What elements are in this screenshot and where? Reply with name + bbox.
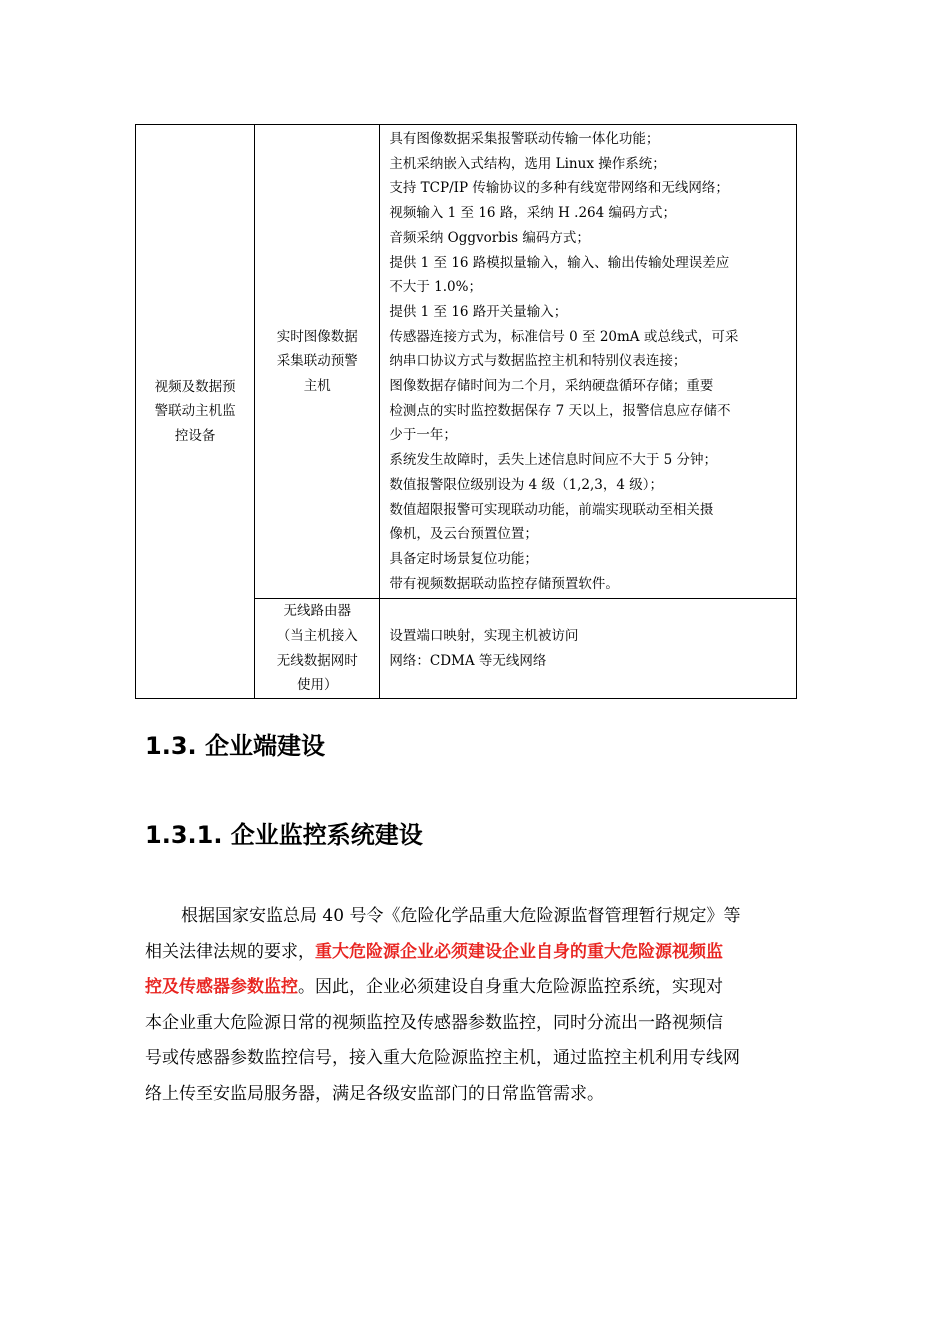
category-cell [136, 125, 255, 699]
spec-line: 设置端口映射，实现主机被访问 [389, 628, 579, 645]
spec-line: 音频采纳 Oggvorbis 编码方式； [389, 229, 590, 246]
category-line: 视频及数据预 [154, 378, 236, 395]
spec-line: 数值报警限位级别设为 4 级（1,2,3，4 级）； [389, 476, 664, 493]
spec-line: 数值超限报警可实现联动功能，前端实现联动至相关摄 [389, 501, 714, 518]
device-line: 主机 [303, 378, 331, 395]
body-paragraph [145, 899, 807, 1112]
device-line: 实时图像数据 [276, 328, 358, 345]
spec-line: 视频输入 1 至 16 路，采纳 H .264 编码方式； [389, 205, 676, 222]
paragraph-text: 。因此，企业必须建设自身重大危险源监控系统，实现对 [298, 977, 723, 997]
spec-line: 图像数据存储时间为二个月，采纳硬盘循环存储；重要 [389, 378, 714, 395]
spec-line: 支持 TCP/IP 传输协议的多种有线宽带网络和无线网络； [389, 180, 729, 197]
table-row [136, 125, 797, 599]
spec-line: 提供 1 至 16 路开关量输入； [389, 303, 568, 320]
spec-cell [380, 599, 797, 699]
spec-line: 少于一年； [389, 427, 457, 444]
equipment-spec-table [135, 124, 797, 699]
category-line: 控设备 [174, 427, 216, 444]
spec-line: 传感器连接方式为，标准信号 0 至 20mA 或总线式，可采 [389, 328, 739, 345]
subsection-heading: 1.3.1. 企业监控系统建设 [145, 821, 423, 849]
device-line: 采集联动预警 [276, 353, 358, 370]
device-line: 无线路由器 [283, 603, 352, 620]
paragraph-text: 相关法律法规的要求， [145, 941, 315, 962]
paragraph-line [145, 970, 807, 1006]
spec-line: 检测点的实时监控数据保存 7 天以上，报警信息应存储不 [389, 402, 731, 419]
paragraph-line: 本企业重大危险源日常的视频监控及传感器参数监控，同时分流出一路视频信 [145, 1012, 723, 1033]
spec-line: 不大于 1.0%； [389, 279, 482, 296]
spec-line: 系统发生故障时，丢失上述信息时间应不大于 5 分钟； [389, 452, 718, 469]
device-cell [255, 599, 380, 699]
spec-line: 纳串口协议方式与数据监控主机和特别仪表连接； [389, 353, 687, 370]
paragraph-line: 号或传感器参数监控信号，接入重大危险源监控主机，通过监控主机利用专线网 [145, 1048, 740, 1068]
section-heading: 1.3. 企业端建设 [145, 732, 325, 760]
spec-line: 带有视频数据联动监控存储预置软件。 [389, 575, 619, 592]
device-line: 无线数据网时 [276, 652, 358, 669]
spec-line: 主机采纳嵌入式结构，选用 Linux 操作系统； [389, 155, 666, 172]
spec-cell [380, 125, 797, 599]
highlighted-text: 重大危险源企业必须建设企业自身的重大危险源视频监 [315, 941, 723, 962]
spec-line: 具备定时场景复位功能； [389, 550, 538, 567]
spec-line: 像机，及云台预置位置； [389, 526, 538, 543]
device-line: 使用） [297, 677, 338, 694]
category-line: 警联动主机监 [154, 403, 236, 420]
spec-line: 网络：CDMA 等无线网络 [389, 652, 547, 669]
spec-line: 具有图像数据采集报警联动传输一体化功能； [389, 131, 660, 147]
spec-line: 提供 1 至 16 路模拟量输入，输入、输出传输处理误差应 [389, 254, 730, 271]
paragraph-line [145, 935, 807, 971]
paragraph-line: 络上传至安监局服务器，满足各级安监部门的日常监管需求。 [145, 1083, 604, 1104]
device-cell [255, 125, 380, 599]
paragraph-line: 根据国家安监总局 40 号令《危险化学品重大危险源监督管理暂行规定》等 [181, 906, 741, 926]
highlighted-text: 控及传感器参数监控 [145, 977, 298, 997]
device-line: （当主机接入 [276, 628, 358, 645]
